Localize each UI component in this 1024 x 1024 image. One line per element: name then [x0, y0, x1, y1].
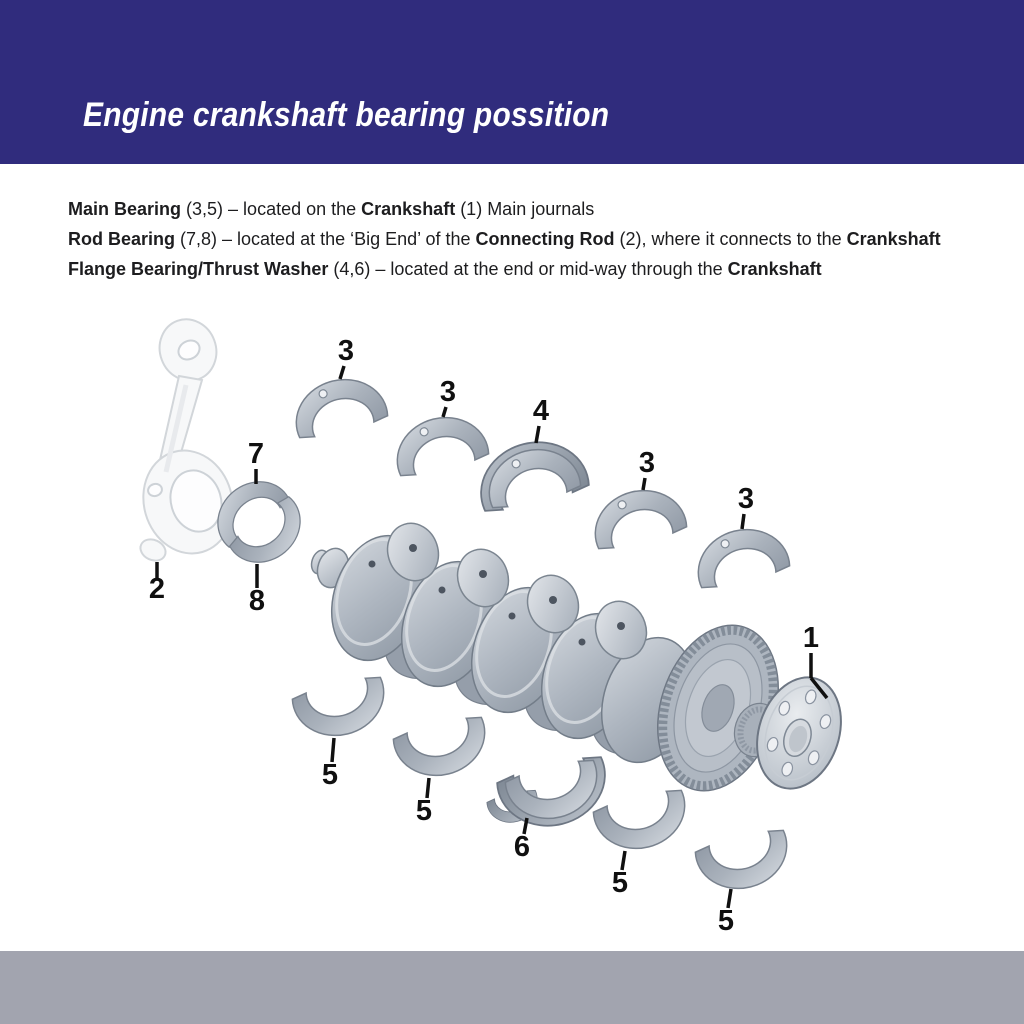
part-label-5 — [416, 778, 432, 827]
part-label-8 — [249, 564, 265, 617]
description-line — [68, 194, 988, 224]
main-bearing-shell-5a — [291, 675, 392, 745]
description-text: (7,8) – located at the ‘Big End’ of the — [180, 229, 476, 249]
description-text: (1) Main journals — [455, 199, 595, 219]
description-text: (2), where it connects to the — [614, 229, 847, 249]
leader-line — [443, 407, 446, 417]
main-bearing-shell-3b — [389, 408, 490, 478]
footer-band — [0, 951, 1024, 1024]
description-term: Flange Bearing/Thrust Washer — [68, 259, 334, 279]
description-term: Connecting Rod — [475, 229, 615, 249]
main-bearing-shell-5d — [694, 828, 795, 898]
part-label-3 — [738, 483, 754, 529]
part-number: 1 — [802, 622, 820, 654]
crankshaft-diagram — [0, 300, 1024, 955]
part-number: 5 — [321, 759, 339, 791]
part-number: 5 — [415, 795, 433, 827]
description-term: Crankshaft — [727, 259, 822, 279]
crank-webs — [316, 524, 709, 775]
leader-line — [536, 426, 539, 443]
part-number: 8 — [248, 585, 266, 617]
part-number: 3 — [638, 447, 656, 479]
part-label-3 — [338, 335, 354, 379]
description-term: Crankshaft — [846, 229, 941, 249]
main-bearing-shell-5c — [592, 788, 693, 858]
leader-line — [643, 478, 645, 490]
leader-line — [340, 366, 344, 379]
header-banner — [0, 0, 1024, 164]
part-label-4 — [533, 395, 549, 443]
main-bearing-shell-3d — [690, 520, 791, 590]
description-term: Main Bearing — [68, 199, 187, 219]
leader-line — [742, 514, 744, 529]
part-label-5 — [718, 889, 734, 937]
description-text: (3,5) – located on the — [186, 199, 362, 219]
part-label-3 — [639, 447, 655, 490]
part-number: 5 — [611, 867, 629, 899]
part-label-6 — [514, 818, 530, 863]
part-label-3 — [440, 376, 456, 417]
part-number: 2 — [148, 573, 166, 605]
description-block — [68, 194, 988, 284]
crankshaft-diagram-svg — [0, 300, 1024, 955]
part-number: 7 — [247, 438, 265, 470]
part-label-5 — [612, 851, 628, 899]
part-number: 5 — [717, 905, 735, 937]
part-label-2 — [149, 562, 165, 605]
part-label-5 — [322, 738, 338, 791]
description-term: Crankshaft — [361, 199, 456, 219]
part-number: 3 — [737, 483, 755, 515]
description-text: (4,6) – located at the end or mid-way through the — [333, 259, 728, 279]
part-number: 6 — [513, 831, 531, 863]
part-number: 3 — [439, 376, 457, 408]
description-line — [68, 254, 988, 284]
main-bearing-shell-3c — [587, 481, 688, 551]
page-title: Engine crankshaft bearing possition — [83, 96, 610, 134]
description-term: Rod Bearing — [68, 229, 181, 249]
part-number: 4 — [532, 395, 550, 427]
flange-bearing-shell-4 — [471, 431, 591, 514]
description-line — [68, 224, 988, 254]
part-number: 3 — [337, 335, 355, 367]
part-label-7 — [248, 438, 264, 484]
main-bearing-shell-5b — [392, 715, 493, 785]
main-bearing-shell-3a — [288, 370, 389, 440]
